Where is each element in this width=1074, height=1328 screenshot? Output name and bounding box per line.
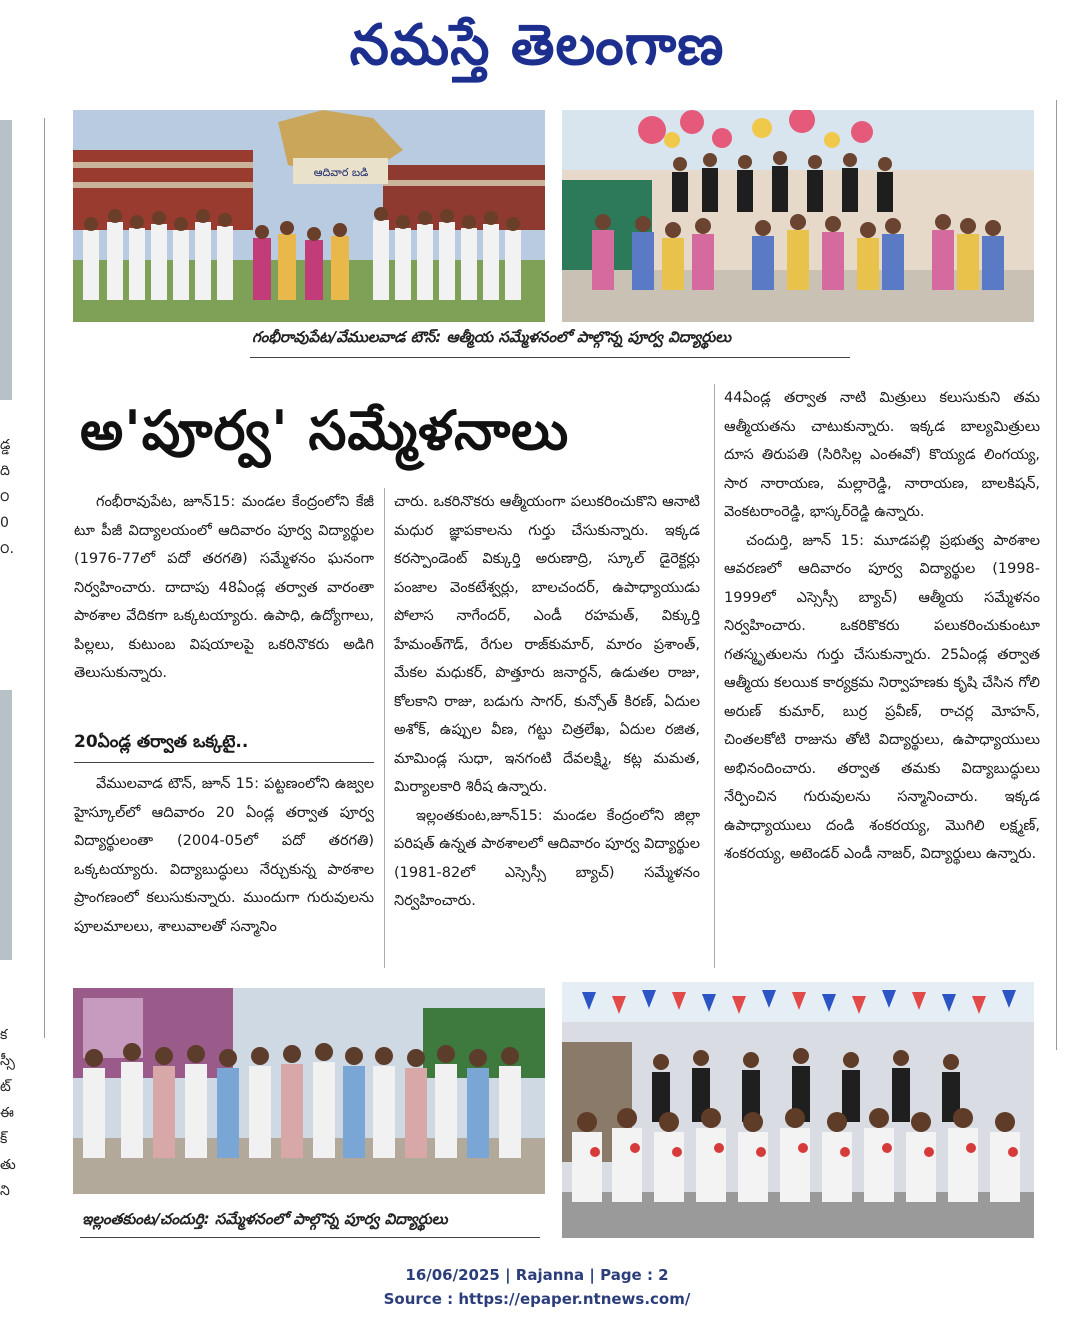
right-frame-rule <box>1056 100 1057 1050</box>
edge-text-fragment-upper: డ్డ ది ౦ 0 ౦. <box>0 437 14 557</box>
masthead <box>0 6 1074 86</box>
caption-underline-top <box>250 357 850 358</box>
footer-source: Source : https://epaper.ntnews.com/ <box>383 1290 691 1308</box>
caption-underline-bottom <box>80 1237 540 1238</box>
paragraph: చారు. ఒకరినొకరు ఆత్మీయంగా పలుకరించుకొని ఆనాటి మధుర జ్ఞాపకాలను గుర్తు చేసుకున్నారు. ఇక్కడ కరస్పాండెంట్ విక్కుర్తి అరుణాద్రి, స్కూల్ డైరెక్టర్లు పంజాల వెంకటేశ్వర్లు, బాలచందర్, ఉపాధ్యాయుడు పోలాస నాగేందర్, ఎండీ రహమత్, విక్కుర్తి హేమంత్‌గౌడ్, రేగుల రాజ్‌కుమార్, మారం ప్రశాంత్, మేకల మధుకర్, పొత్తూరు జనార్దన్, ఉడుతల రాజు, కోలకాని రాజు, బడుగు సాగర్, కున్సోత్ కిరణ్, ఏదుల అశోక్, ఉప్పుల వీణ, గట్టు చిత్రలేఖ, ఏదుల రజిత, మామిండ్ల సుధా, ఇనగంటి దేవలక్ష్మి, కట్ల మమత, మిర్యాలకారి శిరీష ఉన్నారు. <box>394 494 700 795</box>
article-illanthakunta-chandurthi <box>724 384 1040 869</box>
paragraph: 44ఏండ్ల తర్వాత నాటి మిత్రులు కలుసుకుని తమ ఆత్మీయతను చాటుకున్నారు. ఇక్కడ బాల్యమిత్రులు దూస తిరుపతి (సిరిసిల్ల ఎంఈవో) కొయ్యడ లింగయ్య, సార నారాయణ, మల్లారెడ్డి, నారాయణ, బాలకిషన్, వెంకటరాంరెడ్డి, భాస్కర్‌రెడ్డి ఉన్నారు. <box>724 390 1040 520</box>
edge-photo-fragment-bottom <box>0 690 12 960</box>
column-separator <box>384 488 385 968</box>
left-frame-rule <box>44 118 45 1038</box>
headline-text: అ'పూర్వ' సమ్మేళనాలు <box>80 399 570 462</box>
photo-illanthakunta-group <box>73 988 545 1194</box>
article-vemulawada <box>74 770 374 941</box>
article-gambhiraopet <box>74 488 374 688</box>
headline <box>80 386 720 476</box>
subheading: 20ఏండ్ల తర్వాత ఒక్కటై.. <box>74 732 249 752</box>
subheading-underline <box>74 762 374 763</box>
paragraph: వేములవాడ టౌన్, జూన్ 15: పట్టణంలోని ఉజ్వల హైస్కూల్‌లో ఆదివారం 20 ఏండ్ల తర్వాత పూర్వ విద్యార్థులంతా (2004-05లో పదో తరగతి) ఒక్కటయ్యారు. విద్యాబుద్ధులు నేర్చుకున్న పాఠశాల ప్రాంగణంలో కలుసుకున్నారు. ముందుగా గురువులను పూలమాలలు, శాలువాలతో సన్మానిం <box>74 776 374 935</box>
edge-photo-fragment-top <box>0 120 12 400</box>
photo-gambhiraopet-group <box>73 110 545 322</box>
photo-vemulawada-group <box>562 110 1034 322</box>
article-vemulawada-continued <box>394 488 700 916</box>
edge-text-fragment-lower: క స్సీ ట్ ఈ క్ తు ని <box>0 1027 16 1199</box>
paragraph: చందుర్తి, జూన్ 15: మూడపల్లి ప్రభుత్వ పాఠశాల ఆవరణలో ఆదివారం పూర్వ విద్యార్థుల (1998-1999లో ఎస్సెస్సీ బ్యాచ్) ఆత్మీయ సమ్మేళనం నిర్వహించారు. ఒకరికొకరు పలుకరించుకుంటూ గతస్మృతులను గుర్తు చేసుకున్నారు. 25ఏండ్ల తర్వాత ఆత్మీయ కలయిక కార్యక్రమ నిర్వాహణకు కృషి చేసిన గోలి అరుణ్ కుమార్, బుర్ర ప్రవీణ్, రాచర్ల మోహన్, చింతలకోటి రాజును తోటి విద్యార్థులు, ఉపాధ్యాయులు అభినందించారు. తర్వాత తమకు విద్యాబుద్ధులు నేర్పించిన గురువులను సన్మానించారు. ఇక్కడ ఉపాధ్యాయులు దండి శంకరయ్య, మొగిలి లక్ష్మణ్, శంకరయ్య, అటెండర్ ఎండీ నాజర్, విద్యార్థులు ఉన్నారు. <box>724 532 1040 862</box>
photo-chandurthi-group <box>562 982 1034 1238</box>
newspaper-title: నమస్తే తెలంగాణ <box>349 13 725 78</box>
paragraph: గంభీరావుపేట, జూన్15: మండల కేంద్రంలోని కేజీ టూ పీజీ విద్యాలయంలో ఆదివారం పూర్వ విద్యార్థుల (1976-77లో పదో తరగతి) సమ్మేళనం ఘనంగా నిర్వహించారు. దాదాపు 48ఏండ్ల తర్వాత వారంతా పాఠశాల వేదికగా ఒక్కటయ్యారు. ఉపాధి, ఉద్యోగాలు, పిల్లలు, కుటుంబ విషయాలపై ఒకరినొకరు అడిగి తెలుసుకున్నారు. <box>74 494 374 681</box>
footer-date-edition: 16/06/2025 | Rajanna | Page : 2 <box>405 1266 669 1284</box>
photo-sign-text: ఆదివార బడి <box>313 166 369 179</box>
column-separator <box>714 384 715 968</box>
photo-caption-bottom: ఇల్లంతకుంట/చందుర్తి: సమ్మేళనంలో పాల్గొన్న పూర్వ విద్యార్థులు <box>82 1210 448 1228</box>
photo-caption-top: గంభీరావుపేట/వేములవాడ టౌన్: ఆత్మీయ సమ్మేళనంలో పాల్గొన్న పూర్వ విద్యార్థులు <box>252 328 732 346</box>
paragraph: ఇల్లంతకుంట,జూన్15: మండల కేంద్రంలోని జిల్లా పరిషత్ ఉన్నత పాఠశాలలో ఆదివారం పూర్వ విద్యార్థుల (1981-82లో ఎస్సెస్సీ బ్యాచ్) సమ్మేళనం నిర్వహించారు. <box>394 807 700 909</box>
